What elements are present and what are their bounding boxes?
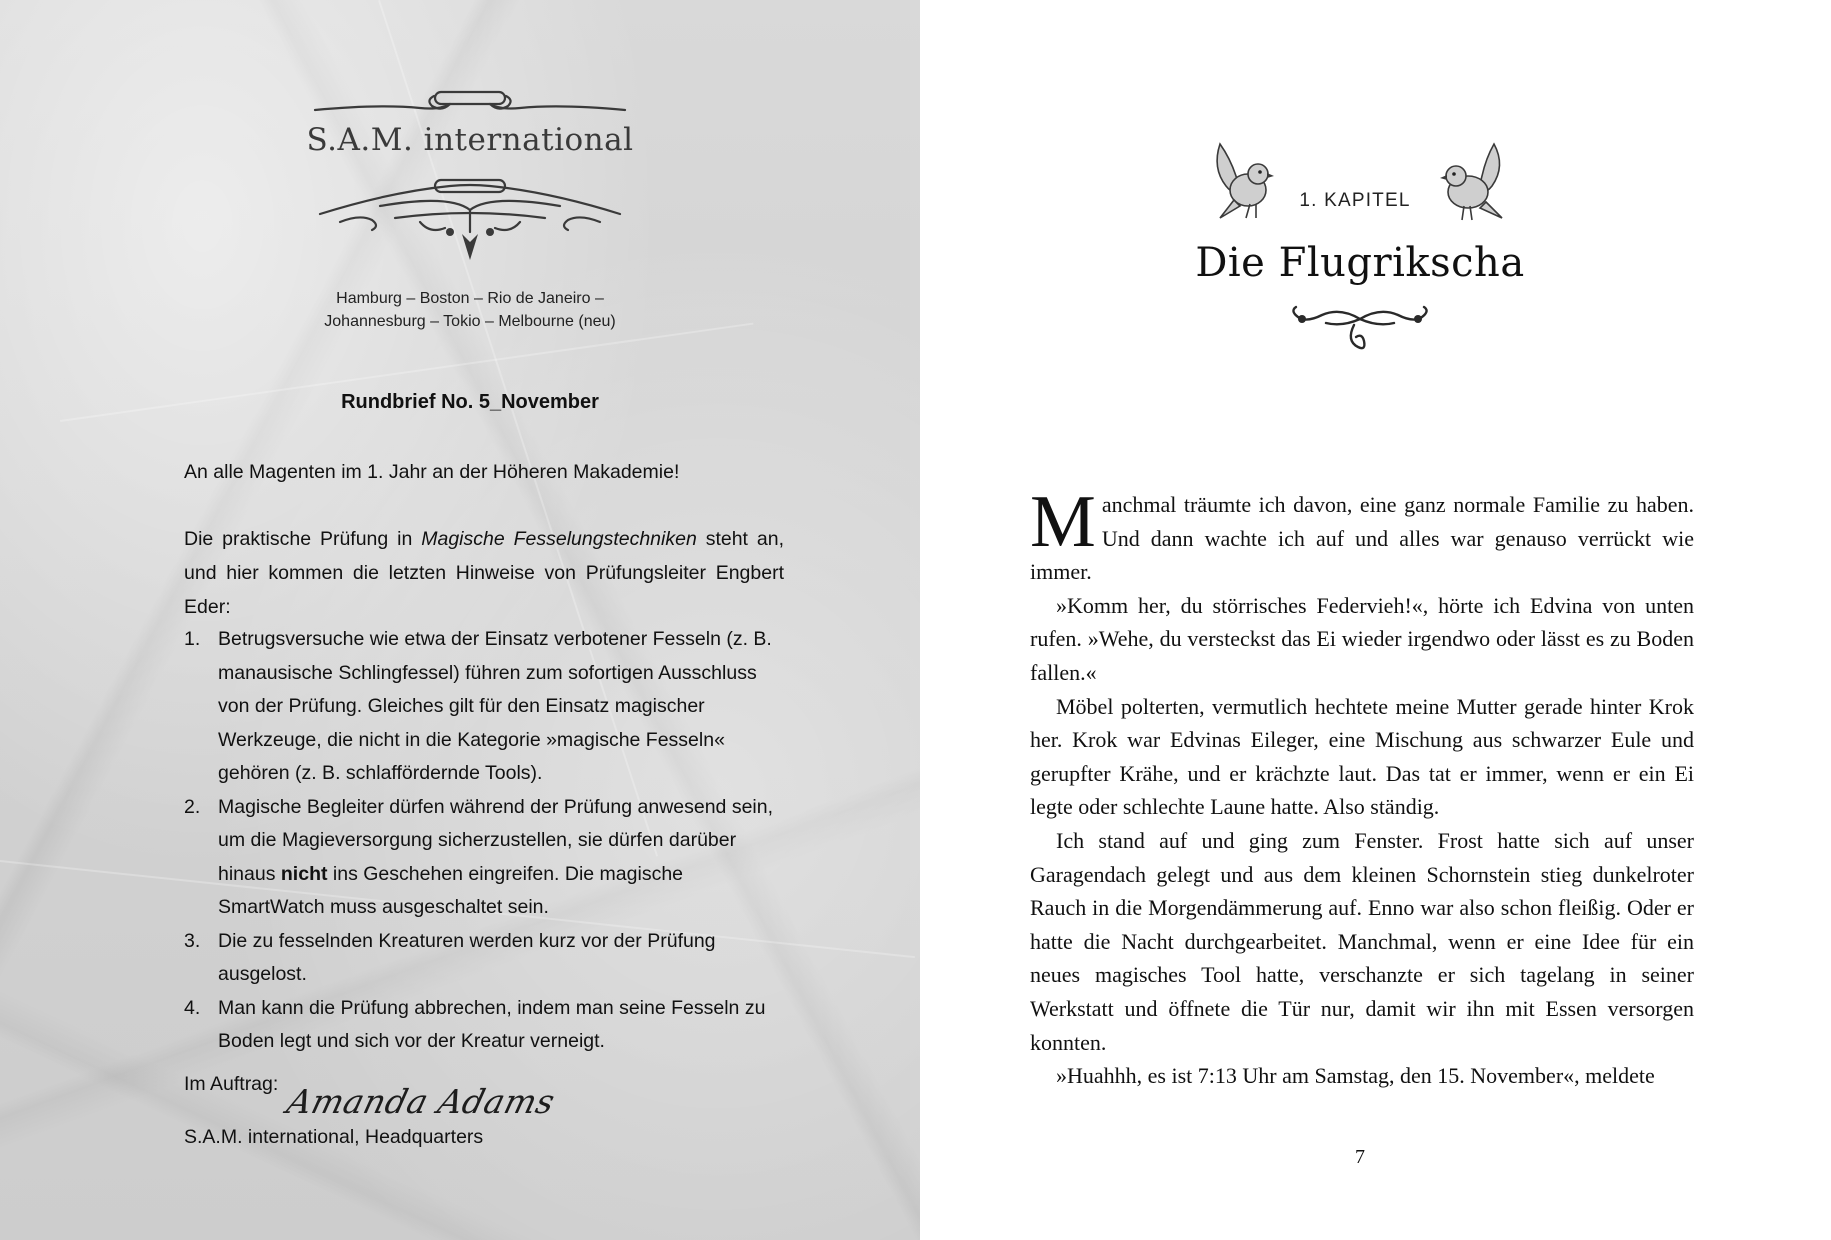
rule-item	[184, 925, 784, 992]
paragraph: »Komm her, du störrisches Federvieh!«, hörte ich Edvina von unten rufen. »Wehe, du versteckst das Ei wieder irgendwo oder lässt es zu Boden fallen.«	[1030, 592, 1694, 685]
rule-number: 2.	[184, 795, 201, 818]
paragraph	[1030, 481, 1694, 589]
rule-emphasis: nicht	[280, 862, 328, 885]
paragraph: Ich stand auf und ging zum Fenster. Frost hatte sich auf unser Garagendach gelegt und aus dem kleinen Schornstein stieg dunkelroter Rauch in die Morgendämmerung auf. Enno war also schon fleißig. Oder er hatte die Nacht durchgearbeitet. Manchmal, wenn er eine Idee für ein neues magisches Tool hatte, verschanzte er sich tagelang in seiner Werkstatt und öffnete die Tür nur, damit wir ihn mit Essen versorgen konnten.	[1030, 827, 1694, 1055]
intro-text-continued: steht an, und hier kommen die letzten Hinweise von Prüfungsleiter Engbert Eder:	[184, 528, 784, 618]
rule-text: Betrugsversuche wie etwa der Einsatz verbotener Fesseln (z. B. manausische Schlingfessel) führen zum sofortigen Ausschluss von der Prüfung. Gleiches gilt für den Einsatz magischer Werkzeuge, die nicht in die Kategorie »magische Fesseln« gehören (z. B. schlaffördernde Tools).	[218, 628, 772, 784]
rule-number: 3.	[184, 929, 201, 952]
chapter-body	[1030, 481, 1694, 1093]
page-number: 7	[1355, 1146, 1365, 1168]
drop-cap: M	[1030, 481, 1096, 563]
rule-item	[184, 623, 784, 791]
signature: Amanda Adams	[283, 1082, 560, 1121]
paragraph: »Huahhh, es ist 7:13 Uhr am Samstag, den 15. November«, meldete	[1056, 1063, 1655, 1089]
greeting: An alle Magenten im 1. Jahr an der Höheren Makademie!	[184, 461, 680, 483]
paragraph: Möbel polterten, vermutlich hechtete meine Mutter gerade hinter Krok her. Krok war Edvinas Eileger, eine Mischung aus schwarzer Eule und gerupfter Krähe, und er krächzte laut. Das tat er immer, wenn er ein Ei legte oder schlechte Laune hatte. Also ständig.	[1030, 693, 1694, 820]
letterhead-ornament	[300, 82, 640, 272]
rule-number: 1.	[184, 628, 201, 650]
paragraph-text: anchmal träumte ich davon, eine ganz normale Familie zu haben. Und dann wachte ich auf und alles war genauso verrückt wie immer.	[1030, 492, 1694, 585]
rule-text-continued: ins Geschehen eingreifen. Die magische SmartWatch muss ausgeschaltet sein.	[218, 862, 684, 918]
rule-number: 4.	[184, 996, 201, 1019]
chapter-title: Die Flugrikscha	[1195, 240, 1525, 286]
chapter-label: 1. KAPITEL	[1299, 190, 1411, 211]
rule-item	[184, 992, 784, 1059]
newsletter-heading: Rundbrief No. 5_November	[341, 391, 599, 413]
closing: Im Auftrag:	[184, 1073, 279, 1095]
rule-text: Die zu fesselnden Kreaturen werden kurz vor der Prüfung ausgelost.	[218, 929, 716, 985]
chapter-ornament	[1280, 305, 1440, 355]
rule-text: Man kann die Prüfung abbrechen, indem man seine Fesseln zu Boden legt und sich vor der Kreatur verneigt.	[218, 996, 766, 1052]
organization-name: S.A.M. international	[306, 122, 634, 158]
rule-text: Magische Begleiter dürfen während der Prüfung anwesend sein, um die Magieversorgung sicherzustellen, sie dürfen darüber hinaus	[218, 795, 774, 885]
intro-text: Die praktische Prüfung in	[184, 528, 422, 550]
bird-icon	[1210, 140, 1280, 224]
intro-paragraph	[184, 522, 784, 624]
sender: S.A.M. international, Headquarters	[184, 1126, 484, 1148]
cities-line-2: Johannesburg – Tokio – Melbourne (neu)	[324, 313, 616, 330]
intro-course-name: Magische Fesselungstechniken	[421, 528, 697, 550]
rules-list	[184, 623, 784, 1059]
rule-item	[184, 791, 784, 925]
cities-line-1: Hamburg – Boston – Rio de Janeiro –	[336, 290, 604, 307]
bird-icon	[1430, 140, 1510, 224]
